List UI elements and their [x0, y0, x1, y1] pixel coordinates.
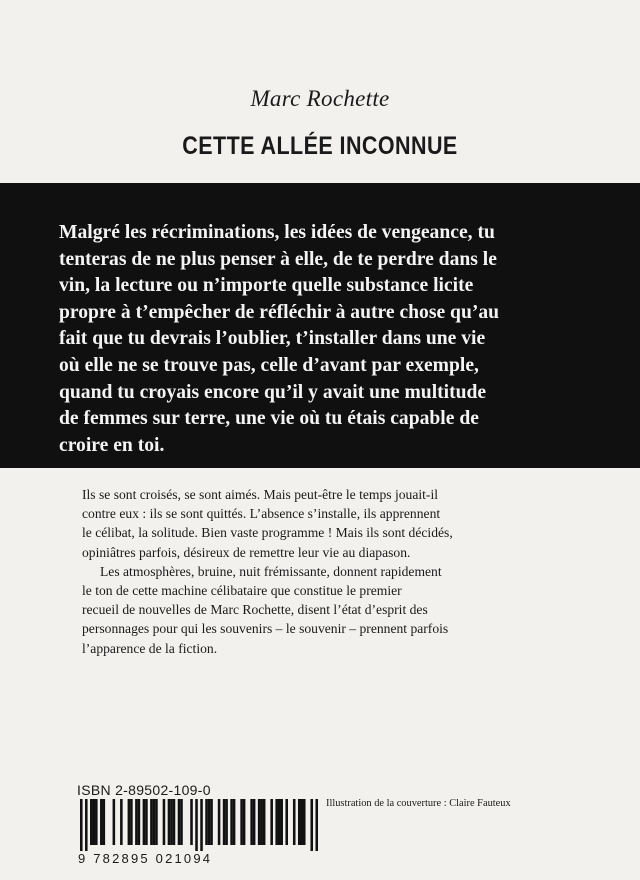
barcode-bar [180, 799, 183, 845]
blurb-line: Ils se sont croisés, se sont aimés. Mais peut-être le temps jouait-il [82, 487, 439, 502]
quote-line: propre à t’empêcher de réfléchir à autre chose qu’au [59, 301, 500, 323]
quote-line: Malgré les récriminations, les idées de vengeance, tu [59, 222, 495, 243]
quote-line: de femmes sur terre, une vie où tu étais capable de [59, 408, 479, 430]
barcode-bar [278, 799, 281, 845]
blurb-line: recueil de nouvelles de Marc Rochette, disent l’état d’esprit des [82, 602, 428, 618]
barcode-bar [263, 799, 266, 845]
quote-line: fait que tu devrais l’oublier, t’installer dans une vie [59, 328, 486, 350]
barcode-bar [178, 799, 181, 845]
barcode-bar [298, 799, 301, 845]
barcode-bar [270, 799, 273, 845]
barcode-bar [303, 799, 306, 845]
barcode-bar [253, 799, 256, 845]
blurb-paragraph-2 [82, 562, 556, 658]
barcode-bar [280, 799, 283, 845]
barcode-bar [310, 799, 313, 851]
barcode-bar [293, 799, 296, 845]
barcode-bar [93, 799, 96, 845]
quote-line: où elle ne se trouve pas, celle d’avant par exemple, [59, 354, 479, 376]
barcode-bar [260, 799, 263, 845]
barcode-bar [250, 799, 253, 845]
book-title: CETTE ALLÉE INCONNUE [182, 132, 458, 160]
barcode-digits: 9 782895 021094 [78, 851, 213, 866]
barcode-bar [223, 799, 226, 845]
barcode-bar [150, 799, 153, 845]
barcode-bar [135, 799, 138, 845]
barcode-bar [90, 799, 93, 845]
barcode-bar [205, 799, 208, 845]
barcode-bar [233, 799, 236, 845]
isbn-label: ISBN 2-89502-109-0 [77, 782, 211, 798]
blurb-line: le ton de cette machine célibataire que constitue le premier [82, 583, 402, 599]
cover-illustration-credit: Illustration de la couverture : Claire Fauteux [326, 798, 511, 809]
barcode-bar [128, 799, 131, 845]
barcode-bar [258, 799, 261, 845]
barcode-bar [315, 799, 318, 851]
blurb-line: contre eux : ils se sont quittés. L’absence s’installe, ils apprennent [82, 506, 441, 522]
barcode-bar [230, 799, 233, 845]
barcode-bar [200, 799, 203, 851]
barcode-bar [130, 799, 133, 845]
barcode-bar [168, 799, 171, 845]
barcode-bar [208, 799, 211, 845]
barcode-bar [80, 799, 83, 851]
quote-line: croire en toi. [59, 434, 165, 456]
blurb-line: l’apparence de la fiction. [82, 640, 218, 656]
barcode-bar [170, 799, 173, 845]
barcode-bar [95, 799, 98, 845]
author-name: Marc Rochette [250, 86, 390, 111]
barcode-bar [153, 799, 156, 845]
blurb-text [82, 485, 556, 658]
barcode-bar [300, 799, 303, 845]
barcode-bar [103, 799, 106, 845]
barcode-bar [138, 799, 141, 845]
barcode-bar [113, 799, 116, 845]
blurb-paragraph-1 [82, 485, 556, 562]
barcode-bar [100, 799, 103, 845]
barcode-bar [240, 799, 243, 845]
blurb-line: opiniâtres parfois, désireux de remettre leur vie au diapason. [82, 544, 411, 560]
barcode-bar [210, 799, 213, 845]
barcode-bar [285, 799, 288, 845]
barcode-bar [120, 799, 123, 845]
blurb-line: personnages pour qui les souvenirs – le souvenir – prennent parfois [82, 621, 449, 637]
barcode-bar [145, 799, 148, 845]
barcode-bar [243, 799, 246, 845]
barcode-bar [155, 799, 158, 845]
barcode-bar [275, 799, 278, 845]
barcode-bar [195, 799, 198, 851]
barcode-bar [190, 799, 193, 845]
barcode-bar [85, 799, 88, 851]
barcode-bar [163, 799, 166, 845]
barcode-icon [80, 799, 318, 851]
quote-line: quand tu croyais encore qu’il y avait une multitude [59, 381, 487, 403]
blurb-line: le célibat, la solitude. Bien vaste programme ! Mais ils sont décidés, [82, 525, 453, 541]
quote-line: tenteras de ne plus penser à elle, de te perdre dans le [59, 248, 497, 270]
blurb-line: Les atmosphères, bruine, nuit frémissante, donnent rapidement [100, 563, 442, 579]
barcode-bar [143, 799, 146, 845]
barcode-bar [218, 799, 221, 845]
barcode-bar [173, 799, 176, 845]
barcode-bar [225, 799, 228, 845]
excerpt-quote [59, 220, 587, 459]
quote-line: vin, la lecture ou n’importe quelle substance licite [59, 275, 474, 297]
